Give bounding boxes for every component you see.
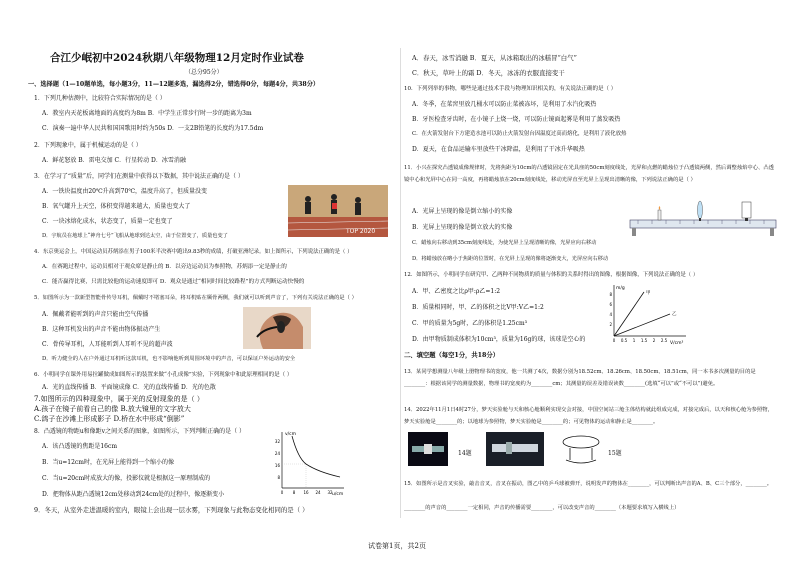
svg-text:甲: 甲 xyxy=(646,291,651,296)
q11: 11．小兴在探究凸透镜成像规律时，先将焦距为10cm的凸透镜固定在光具座的50cm刻度线处，光屏和点燃的蜡烛位于凸透镜两侧，然后调整烛焰中心、凸透镜中心和光屏中心在同一高度，再将蜡烛放在20cm刻度线处，移动光屏直至光屏上呈现出清晰的像，下列说法正确的是（ ） xyxy=(404,165,774,183)
q13: 13．某同学想测量八年级上册物理书的宽度，他一共测了4次，数据分别为18.52cm、18.26cm、18.50cm、18.51cm，同一本书多次测量的目的是________：根据该同学的测量数据，物理书的宽度约为________cm；其测量的误差及错误读数________(选填“可以”或“不可以”)避免。 xyxy=(404,369,756,387)
q1: 1．下列几种估测中，比较符合实际情况的是（ ） xyxy=(34,95,166,102)
q5-a: A．佩戴者能听到的声音只能由空气传播 xyxy=(42,311,149,318)
svg-text:1: 1 xyxy=(632,338,636,343)
svg-text:16: 16 xyxy=(303,490,309,495)
q11-a: A．光屏上呈现的像是倒立缩小的实像 xyxy=(412,208,513,215)
svg-text:V/cm³: V/cm³ xyxy=(670,341,684,346)
space-station-photo xyxy=(408,432,448,466)
q9-cd: C．秋天，草叶上的霜 D．冬天，冰冻的衣服直接变干 xyxy=(412,69,565,77)
optical-bench xyxy=(628,196,778,242)
q10-d: D．夏天，在食品运输车里放些干冰降温，是利用了干冰升华吸热 xyxy=(412,146,585,153)
svg-text:v/cm: v/cm xyxy=(285,432,297,437)
q10: 10．下列列举的事物，哪些是通过技术手段与物理知识相关的，有关说法正确的是（ ） xyxy=(404,86,617,92)
section1-header: 一、选择题（1—10题单选，每小题3分，11—12题多选，漏选得2分，错选得0分，每题4分，共38分） xyxy=(28,81,320,88)
exam-title: 合江少岷初中2024秋期八年级物理12月定时作业试卷 xyxy=(50,52,304,64)
q10-a: A．冬季，在菜窖里放几桶水可以防止菜被冻坏，是利用了水汽化吸热 xyxy=(412,101,597,108)
q3-a: A．一铁块温度由20℃升高到70℃，温度升高了，但质量没变 xyxy=(42,188,208,195)
q1-ab: A．教室内天花板离地面的高度约为8m B．中学生正常步行时一步的距离为3m xyxy=(42,110,252,117)
q12: 12．如图所示，小明同学在研究甲、乙两种不同物质的质量与体积的关系时得出的图像，根据图像，下列说法正确的是（ ） xyxy=(404,272,699,278)
q8: 8．凸透镜的物距u和像距v之间关系的图象，如图所示，下列判断正确的是（ ） xyxy=(34,428,245,435)
svg-text:32: 32 xyxy=(274,439,280,444)
svg-text:8: 8 xyxy=(292,490,296,495)
q2-opts: A．鲜花怒放 B．雷电交加 C．行星转动 D．冰雪消融 xyxy=(42,157,186,164)
uv-graph xyxy=(268,428,346,498)
q7-ab: A.孩子在镜子前看自己的像 B.放大镜里的文字放大 xyxy=(34,405,191,413)
svg-text:4: 4 xyxy=(609,312,612,317)
section2-header: 二、填空题（每空1分，共18分） xyxy=(404,352,500,359)
score-note: （总分95分） xyxy=(185,69,223,76)
q4: 4．东京奥运会上，中国运动员苏炳添在男子100米半决赛中跑出9.83秒的成绩，打破亚洲纪录。如上图所示，下列说法正确的是（ ） xyxy=(34,249,353,255)
svg-text:u/cm: u/cm xyxy=(332,492,344,497)
q4-ab: A．在赛跑过程中，运动员相对于观众席是静止的 B．以旁边运动员为参照物，苏炳添一定是静止的 xyxy=(42,264,287,270)
svg-text:0: 0 xyxy=(280,490,284,495)
svg-text:8: 8 xyxy=(609,292,612,297)
q3-b: B．氧气罐升上天空，体积变得越来越大，质量也变大了 xyxy=(42,203,191,210)
svg-text:16: 16 xyxy=(274,463,280,468)
svg-text:m/g: m/g xyxy=(616,286,625,291)
q9-ab: A．春天，冰雪消融 B．夏天，从冰箱取出的冰糕冒“白气” xyxy=(412,54,577,62)
fig14-label: 14题 xyxy=(458,450,472,457)
q9: 9．冬天，从室外走进温暖的室内，眼镜上会出现一层水雾，下列现象与此物态变化相同的是（ ） xyxy=(34,506,309,514)
q11-d: D．将蜡烛放在略小于焦距的位置时，在光屏上呈现的像将逐渐变大，光屏应向右移动 xyxy=(412,256,609,262)
q1-cd: C．演奏一遍中华人民共和国国歌用时约为50s D．一支2B铅笔的长度约为17.5dm xyxy=(42,125,264,132)
sprint-overlay-text: TOP 2020 xyxy=(346,228,376,235)
q14: 14．2022年11月1日4时27分，梦天实验舱与天和核心舱顺利实现交会对接，中国空间站三舱主体结构就此组成完成，对接完成后，以天和核心舱为参照物，梦天实验舱是________的；以地球为参照物，梦天实验舱是________的；可见物体的运动和静止是________。 xyxy=(404,407,773,425)
q8-c: C．当u=20cm时成放大的像，投影仪就是根据这一原理制成的 xyxy=(42,475,211,482)
q3-d: D．宇航员在地球上“神舟七号”飞船从地球到达太空，由于位置变了，质量也变了 xyxy=(42,233,228,239)
q12-a: A．甲、乙密度之比ρ甲:ρ乙=1:2 xyxy=(412,288,501,295)
q10-b: B．牙医检查牙齿时，在小镜子上烧一烧，可以防止镜面起雾是利用了蒸发吸热 xyxy=(412,116,621,123)
svg-text:24: 24 xyxy=(274,451,280,456)
q5: 5．如图所示为一款新型智能骨传导耳机，佩戴时不堵塞耳朵，将耳机贴在颞骨两侧，我们就可以听到声音了，下列有关说法正确的是（ ） xyxy=(34,295,357,301)
svg-text:8: 8 xyxy=(277,475,280,480)
q7: 7.如图所示的四种现象中，属于光的反射现象的是（ ） xyxy=(34,395,204,403)
svg-text:32: 32 xyxy=(327,490,333,495)
svg-text:24: 24 xyxy=(315,490,321,495)
q5-d: D．听力健全的人在户外通过耳机听这款耳机，也不影响他听到周围环境中的声音，可以保证户外运动的安全 xyxy=(42,356,296,362)
q11-c: C．蜡烛向右移动到35cm刻度线处，为使光屏上呈现清晰的像，光屏应向右移动 xyxy=(412,240,597,246)
q4-cd: C．能否赢得比赛，只需比较他的运动速度即可 D．观众是通过“相同时间比较路程”的方式判断运动快慢的 xyxy=(42,279,305,285)
svg-text:6: 6 xyxy=(609,302,612,307)
q12-d: D．由甲物质制成体积为10cm³，质量为16g的球，该球是空心的 xyxy=(412,336,586,343)
q2: 2．下列现象中，属于机械运动的是（ ） xyxy=(34,142,142,149)
q5-c: C．骨传导耳机，人耳能听到人耳听不见的超声波 xyxy=(42,341,173,348)
q15-cont: ________的声音的________一定相同，声音的传播需要________，可以改变声音的________（本题要求填写入横线上） xyxy=(404,505,680,511)
sprint-photo xyxy=(288,185,388,237)
svg-text:2: 2 xyxy=(609,322,612,327)
svg-text:2: 2 xyxy=(652,338,656,343)
q6-opts: A．光的直线传播 B．平面镜成像 C．光的直线传播 D．光的色散 xyxy=(42,384,216,391)
svg-text:0.5: 0.5 xyxy=(620,338,628,343)
q12-c: C．甲的质量为5g时，乙的体积是1.25cm³ xyxy=(412,320,528,327)
q7-cd: C.鸽子在沙滩上形成影子 D.桥在水中形成“倒影” xyxy=(34,415,185,423)
q3: 3．在学习了“质量”后，同学们在测量中获得以下数据，其中说法正确的是（ ） xyxy=(34,173,244,180)
q8-d: D．把物体从距凸透镜12cm处移动到24cm处的过程中，像逐渐变小 xyxy=(42,491,225,498)
q12-b: B．质量相同时，甲、乙的体积之比V甲:V乙=1:2 xyxy=(412,304,544,311)
q10-c: C．在火箭发射台下方建造水池可以防止火箭发射台因温度过高而熔化，是利用了液化放热 xyxy=(412,131,627,137)
q8-a: A．该凸透镜的焦距是16cm xyxy=(42,443,118,450)
rocket-photo xyxy=(486,432,544,466)
svg-text:乙: 乙 xyxy=(672,312,677,317)
q5-b: B．这种耳机发出的声音不能由物体振动产生 xyxy=(42,326,161,333)
svg-text:1.5: 1.5 xyxy=(640,338,648,343)
q11-b: B．光屏上呈现的像是倒立放大的实像 xyxy=(412,224,513,231)
mass-volume-graph xyxy=(600,282,688,346)
q6: 6．小明同学在课外用易拉罐做成如图所示的装置来做“小孔成像”实验，下列现象中和此原理相同的是（ ） xyxy=(34,372,293,378)
fig15-label: 15题 xyxy=(608,450,622,457)
q15: 15．如图所示是音叉实验，敲击音叉，音叉在振动，图乙中的乒乓球被弹开，说明发声的物体在________，可以判断出声音的A、B、C三个部分，________。 xyxy=(404,481,773,487)
bone-conduction-photo xyxy=(243,307,311,349)
tuning-fork-figure xyxy=(556,432,606,466)
q3-c: C．一块冰熔化成水，状态变了，质量一定也变了 xyxy=(42,218,173,225)
q8-b: B．当u=12cm时，在光屏上能得到一个缩小的像 xyxy=(42,459,174,466)
svg-text:0: 0 xyxy=(612,338,616,343)
column-divider xyxy=(400,48,401,518)
svg-text:2.5: 2.5 xyxy=(660,338,668,343)
page-footer: 试卷第1页，共2页 xyxy=(368,542,426,550)
